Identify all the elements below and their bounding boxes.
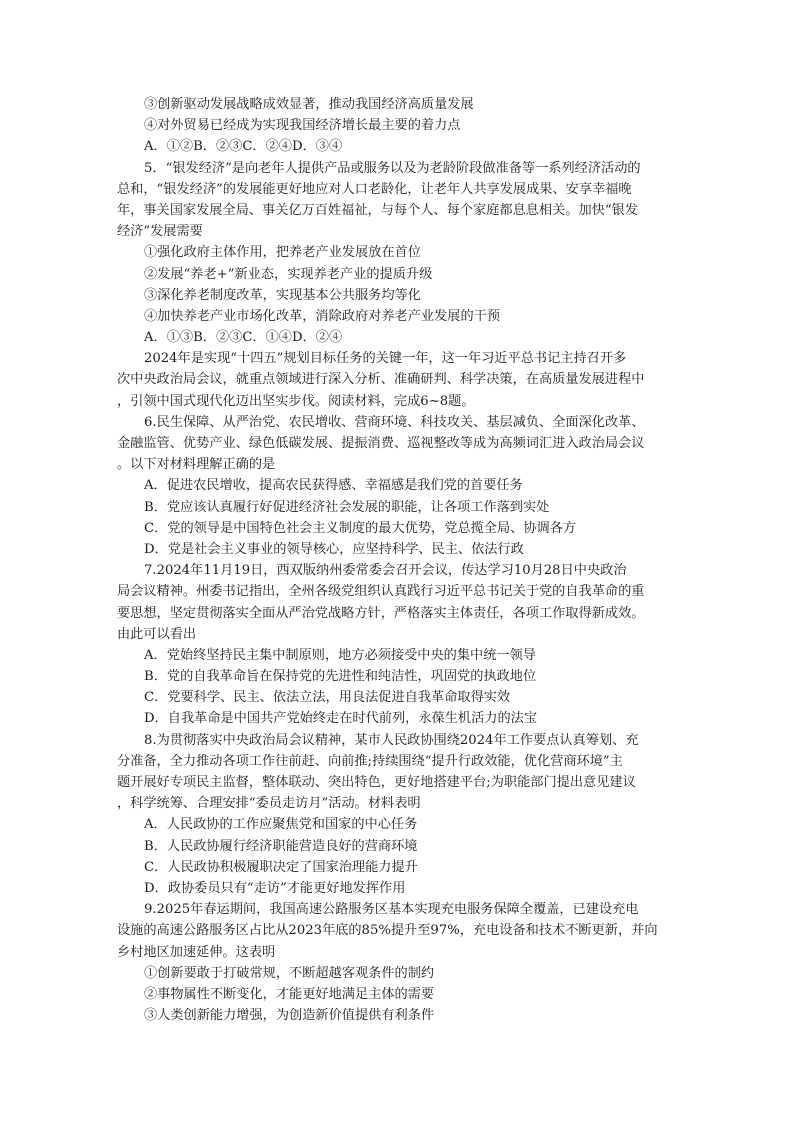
text-line: D．自我革命是中国共产党始终走在时代前列，永葆生机活力的法宝 [144, 711, 538, 727]
text-line: ③深化养老制度改革，实现基本公共服务均等化 [144, 287, 421, 303]
text-line: 9.2025年春运期间，我国高速公路服务区基本实现充电服务保障全覆盖，已建设充电 [144, 902, 639, 918]
text-line: A．人民政协的工作应聚焦党和国家的中心任务 [144, 817, 418, 833]
text-line: 2024年是实现“十四五”规划目标任务的关键一年，这一年习近平总书记主持召开多 [144, 351, 627, 367]
text-line: 设施的高速公路服务区占比从2023年底的85%提升至97%，充电设备和技术不断更新，并向 [117, 923, 658, 939]
text-line: ③创新驱动发展战略成效显著，推动我国经济高质量发展 [144, 97, 474, 112]
text-line: C．党的领导是中国特色社会主义制度的最大优势，党总揽全局、协调各方 [144, 520, 577, 536]
text-line: A．①③B．②③C．①④D．②④ [144, 330, 343, 346]
text-line: B．党的自我革命旨在保持党的先进性和纯洁性，巩固党的执政地位 [144, 669, 537, 685]
text-line: ④对外贸易已经成为实现我国经济增长最主要的着力点 [144, 118, 461, 134]
text-line: A．①②B．②③C．②④D．③④ [144, 139, 343, 155]
exam-text-body [117, 94, 679, 1026]
text-line: B．人民政协履行经济职能营造良好的营商环境 [144, 838, 418, 854]
text-line: 分准备，全力推动各项工作往前赶、向前推;持续围绕“提升行政效能，优化营商环境”主 [117, 753, 623, 769]
text-line: ①创新要敢于打破常规，不断超越客观条件的制约 [144, 965, 435, 981]
text-line: 要思想，坚定贯彻落实全面从严治党战略方针，严格落实主体责任，各项工作取得新成效。 [117, 605, 645, 621]
text-line: C．人民政协积极履职决定了国家治理能力提升 [144, 859, 418, 875]
text-line: D．政协委员只有“走访”才能更好地发挥作用 [144, 880, 406, 896]
text-line: 7.2024年11月19日，西双版纳州委常委会召开会议，传达学习10月28日中央政治 [144, 563, 627, 579]
text-line: A．党始终坚持民主集中制原则，地方必须接受中央的集中统一领导 [144, 647, 536, 663]
text-line: D．党是社会主义事业的领导核心，应坚持科学、民主、依法行政 [144, 541, 524, 557]
text-line: 经济”发展需要 [117, 224, 203, 240]
text-line: ①强化政府主体作用，把养老产业发展放在首位 [144, 245, 421, 261]
text-line: 次中央政治局会议，就重点领域进行深入分析、准确研判、科学决策，在高质量发展进程中 [117, 372, 645, 388]
text-line: ②发展“养老+”新业态，实现养老产业的提质升级 [144, 266, 433, 282]
text-line: 总和，“银发经济”的发展能更好地应对人口老龄化，让老年人共享发展成果、安享幸福晚 [117, 181, 632, 197]
text-line: 8.为贯彻落实中央政治局会议精神，某市人民政协围绕2024年工作要点认真筹划、充 [144, 732, 639, 748]
text-line: 6.民生保障、从严治党、农民增收、营商环境、科技攻关、基层减负、全面深化改革、 [144, 414, 645, 430]
text-line: 由此可以看出 [117, 626, 197, 642]
text-line: ③人类创新能力增强，为创造新价值提供有利条件 [144, 1008, 435, 1024]
text-line: ②事物属性不断变化，才能更好地满足主体的需要 [144, 986, 435, 1002]
text-line: ，科学统筹、合理安排“委员走访月”活动。材料表明 [117, 796, 421, 812]
text-line: C．党要科学、民主、依法立法，用良法促进自我革命取得实效 [144, 690, 511, 706]
text-line: 。以下对材料理解正确的是 [117, 457, 276, 473]
text-line: 局会议精神。州委书记指出，全州各级党组织认真践行习近平总书记关于党的自我革命的重 [117, 584, 645, 600]
text-line: 金融监管、优势产业、绿色低碳发展、提振消费、巡视整改等成为高频词汇进入政治局会议 [117, 436, 645, 451]
text-line: ④加快养老产业市场化改革，消除政府对养老产业发展的干预 [144, 308, 501, 324]
text-line: 5．“银发经济”是向老年人提供产品或服务以及为老龄阶段做准备等一系列经济活动的 [144, 160, 641, 176]
text-line: ，引领中国式现代化迈出坚实步伐。阅读材料，完成6~8题。 [117, 393, 475, 409]
text-line: 题开展好专项民主监督，整体联动、突出特色，更好地搭建平台;为职能部门提出意见建议 [117, 775, 636, 790]
text-line: B．党应该认真履行好促进经济社会发展的职能，让各项工作落到实处 [144, 499, 550, 515]
text-line: 乡村地区加速延伸。这表明 [117, 944, 276, 960]
text-line: A．促进农民增收，提高农民获得感、幸福感是我们党的首要任务 [144, 478, 523, 494]
text-line: 年，事关国家发展全局、事关亿万百姓福祉，与每个人、每个家庭都息息相关。加快“银发 [117, 202, 639, 218]
